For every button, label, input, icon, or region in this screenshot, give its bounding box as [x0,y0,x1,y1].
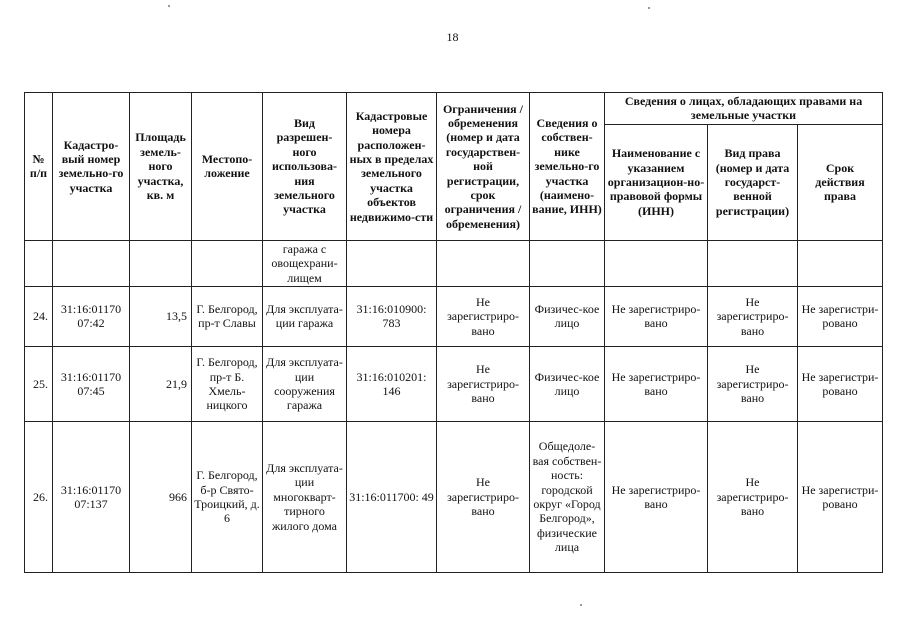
cell-no: 25. [25,346,53,421]
cell-rights-name: Не зарегистриро-вано [605,286,708,346]
header-cadastral: Кадастро-вый номер земельно-го участка [53,93,130,241]
header-rights-group: Сведения о лицах, обладающих правами на земельные участки [605,93,883,125]
cell-no [25,240,53,286]
cell-location: Г. Белгород, пр-т Б. Хмель-ницкого [192,346,263,421]
cell-area [130,240,192,286]
cell-objects: 31:16:011700: 49 [347,421,437,572]
cell-rights-term [798,240,883,286]
cell-rights-type: Не зарегистриро-вано [708,346,798,421]
header-restrictions: Ограничения / обременения (номер и дата государствен-ной регистрации, срок ограничения / обременения) [437,93,530,241]
header-owner: Сведения о собствен-нике земельно-го участка (наимено-вание, ИНН) [530,93,605,241]
scan-speck [580,604,582,606]
cell-permitted-use: Для эксплуата-ции многокварт-тирного жилого дома [263,421,347,572]
cell-area: 21,9 [130,346,192,421]
cell-cadastral [53,240,130,286]
header-area: Площадь земель-ного участка, кв. м [130,93,192,241]
cell-cadastral: 31:16:01170 07:42 [53,286,130,346]
scan-speck [168,5,170,7]
cell-rights-term: Не зарегистри-ровано [798,286,883,346]
cell-restrictions: Не зарегистриро-вано [437,421,530,572]
header-rights-term: Срок действия права [798,124,883,240]
cell-restrictions: Не зарегистриро-вано [437,286,530,346]
cell-restrictions: Не зарегистриро-вано [437,346,530,421]
cell-rights-name: Не зарегистриро-вано [605,346,708,421]
cell-permitted-use: Для эксплуата-ции гаража [263,286,347,346]
cell-rights-type [708,240,798,286]
cell-rights-name [605,240,708,286]
cell-permitted-use: Для эксплуата-ции сооружения гаража [263,346,347,421]
cell-rights-type: Не зарегистриро-вано [708,421,798,572]
cell-rights-type: Не зарегистриро-вано [708,286,798,346]
land-plots-table [24,92,883,573]
header-objects: Кадастровые номера расположен-ных в пределах земельного участка объектов недвижимо-сти [347,93,437,241]
page-number: 18 [446,30,459,44]
cell-location [192,240,263,286]
header-permitted-use: Вид разрешен-ного использова-ния земельного участка [263,93,347,241]
cell-rights-term: Не зарегистри-ровано [798,421,883,572]
cell-owner: Общедоле-вая собствен-ность: городской округ «Город Белгород», физические лица [530,421,605,572]
cell-owner [530,240,605,286]
cell-cadastral: 31:16:01170 07:137 [53,421,130,572]
cell-location: Г. Белгород, пр-т Славы [192,286,263,346]
cell-no: 24. [25,286,53,346]
header-rights-type: Вид права (номер и дата государст-венной регистрации) [708,124,798,240]
cell-no: 26. [25,421,53,572]
cell-permitted-use: гаража с овощехрани-лищем [263,240,347,286]
cell-objects: 31:16:010900: 783 [347,286,437,346]
cell-owner: Физичес-кое лицо [530,346,605,421]
table-row [25,346,883,421]
header-rights-name: Наименование с указанием организацион-но-правовой формы (ИНН) [605,124,708,240]
table-row [25,240,883,286]
cell-restrictions [437,240,530,286]
table-row [25,421,883,572]
header-location: Местопо-ложение [192,93,263,241]
cell-objects: 31:16:010201: 146 [347,346,437,421]
cell-area: 13,5 [130,286,192,346]
cell-owner: Физичес-кое лицо [530,286,605,346]
cell-rights-term: Не зарегистри-ровано [798,346,883,421]
cell-area: 966 [130,421,192,572]
cell-location: Г. Белгород, б-р Свято-Троицкий, д. 6 [192,421,263,572]
cell-objects [347,240,437,286]
scan-speck [648,7,650,9]
cell-rights-name: Не зарегистриро-вано [605,421,708,572]
header-no: № п/п [25,93,53,241]
cell-cadastral: 31:16:01170 07:45 [53,346,130,421]
table-row [25,286,883,346]
